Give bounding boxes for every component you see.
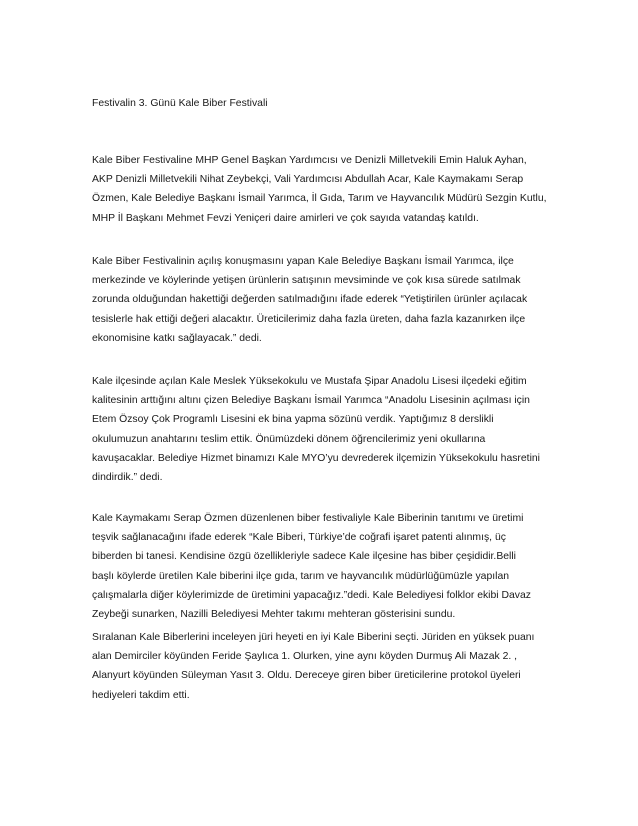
paragraph-line: Özmen, Kale Belediye Başkanı İsmail Yarımca, İl Gıda, Tarım ve Hayvancılık Müdürü Sezgin Kutlu, xyxy=(92,193,547,205)
paragraph-line: Kale Kaymakamı Serap Özmen düzenlenen biber festivaliyle Kale Biberinin tanıtımı ve üretimi xyxy=(92,513,524,524)
paragraph-line: kalitesinin arttığını altını çizen Belediye Başkanı İsmail Yarımca “Anadolu Lisesinin açılması için xyxy=(92,395,530,407)
paragraph-line: Etem Özsoy Çok Programlı Lisesini ek bina yapma sözünü verdik. Yaptığımız 8 derslikli xyxy=(92,414,494,426)
paragraph-district-governor xyxy=(92,509,562,624)
paragraph-line: AKP Denizli Milletvekili Nihat Zeybekçi, Vali Yardımcısı Abdullah Acar, Kale Kaymakamı Serap xyxy=(92,174,524,186)
paragraph-line: alan Demirciler köyünden Feride Şaylıca 1. Olurken, yine aynı köyden Durmuş Ali Mazak 2. , xyxy=(92,651,518,663)
paragraph-line: Zeybeği sunarken, Nazilli Belediyesi Mehter takımı mehteran gösterisini sundu. xyxy=(92,609,456,621)
paragraph-line: zorunda olduğundan hakettiği değerden satılmadığını ifade ederek “Yetiştirilen ürünler açılacak xyxy=(92,294,528,306)
paragraph-education xyxy=(92,372,562,487)
paragraph-line: MHP İl Başkanı Mehmet Fevzi Yeniçeri daire amirleri ve çok sayıda vatandaş katıldı. xyxy=(92,212,479,224)
paragraph-line: okulumuzun anahtarını teslim ettik. Önümüzdeki dönem öğrencilerimiz yeni okullarına xyxy=(92,433,486,445)
paragraph-attendees xyxy=(92,151,562,228)
paragraph-line: hediyeleri takdim etti. xyxy=(92,689,190,701)
paragraph-line: ekonomisine katkı sağlayacak.” dedi. xyxy=(92,332,262,344)
paragraph-line: başlı köylerde üretilen Kale biberini ilçe gıda, tarım ve hayvancılık müdürlüğümüzle yapılan xyxy=(92,570,509,582)
paragraph-line: merkezinde ve köylerinde yetişen ürünlerin satışının mevsiminde ve çok kısa sürede satılmak xyxy=(92,275,521,287)
paragraph-line: dindirdik.” dedi. xyxy=(92,472,163,484)
paragraph-opening-speech xyxy=(92,252,562,348)
paragraph-line: tesislerle hak ettiği değeri alacaktır. Üreticilerimiz daha fazla üreten, daha fazla kazanırken ilçe xyxy=(92,313,526,325)
paragraph-line: Kale Biber Festivalinin açılış konuşmasını yapan Kale Belediye Başkanı İsmail Yarımca, ilçe xyxy=(92,256,514,267)
document-title: Festivalin 3. Günü Kale Biber Festivali xyxy=(92,98,268,109)
paragraph-line: kavuşacaklar. Belediye Hizmet binamızı Kale MYO’yu devrederek ilçemizin Yüksekokulu hasretini xyxy=(92,452,540,464)
paragraph-line: çalışmalarla diğer köylerimizde de üretimini yapacağız.”dedi. Kale Belediyesi folklor ekibi Davaz xyxy=(92,589,531,601)
paragraph-line: Alanyurt köyünden Süleyman Yasıt 3. Oldu. Dereceye giren biber üreticilerine protokol üyeleri xyxy=(92,670,521,682)
paragraph-line: Kale Biber Festivaline MHP Genel Başkan Yardımcısı ve Denizli Milletvekili Emin Haluk Ayhan, xyxy=(92,155,527,166)
paragraph-line: biberden bi tanesi. Kendisine özgü özellikleriyle sadece Kale ilçesine has biber çeşididir.Belli xyxy=(92,551,516,563)
paragraph-line: Sıralanan Kale Biberlerini inceleyen jüri heyeti en iyi Kale Biberini seçti. Jüriden en yüksek puanı xyxy=(92,632,535,643)
paragraph-line: Kale ilçesinde açılan Kale Meslek Yüksekokulu ve Mustafa Şipar Anadolu Lisesi ilçedeki eğitim xyxy=(92,376,527,387)
paragraph-jury-results xyxy=(92,628,562,705)
paragraph-line: teşvik sağlanacağını ifade ederek “Kale Biberi, Türkiye’de coğrafi işaret patenti alınmış, üç xyxy=(92,532,506,544)
